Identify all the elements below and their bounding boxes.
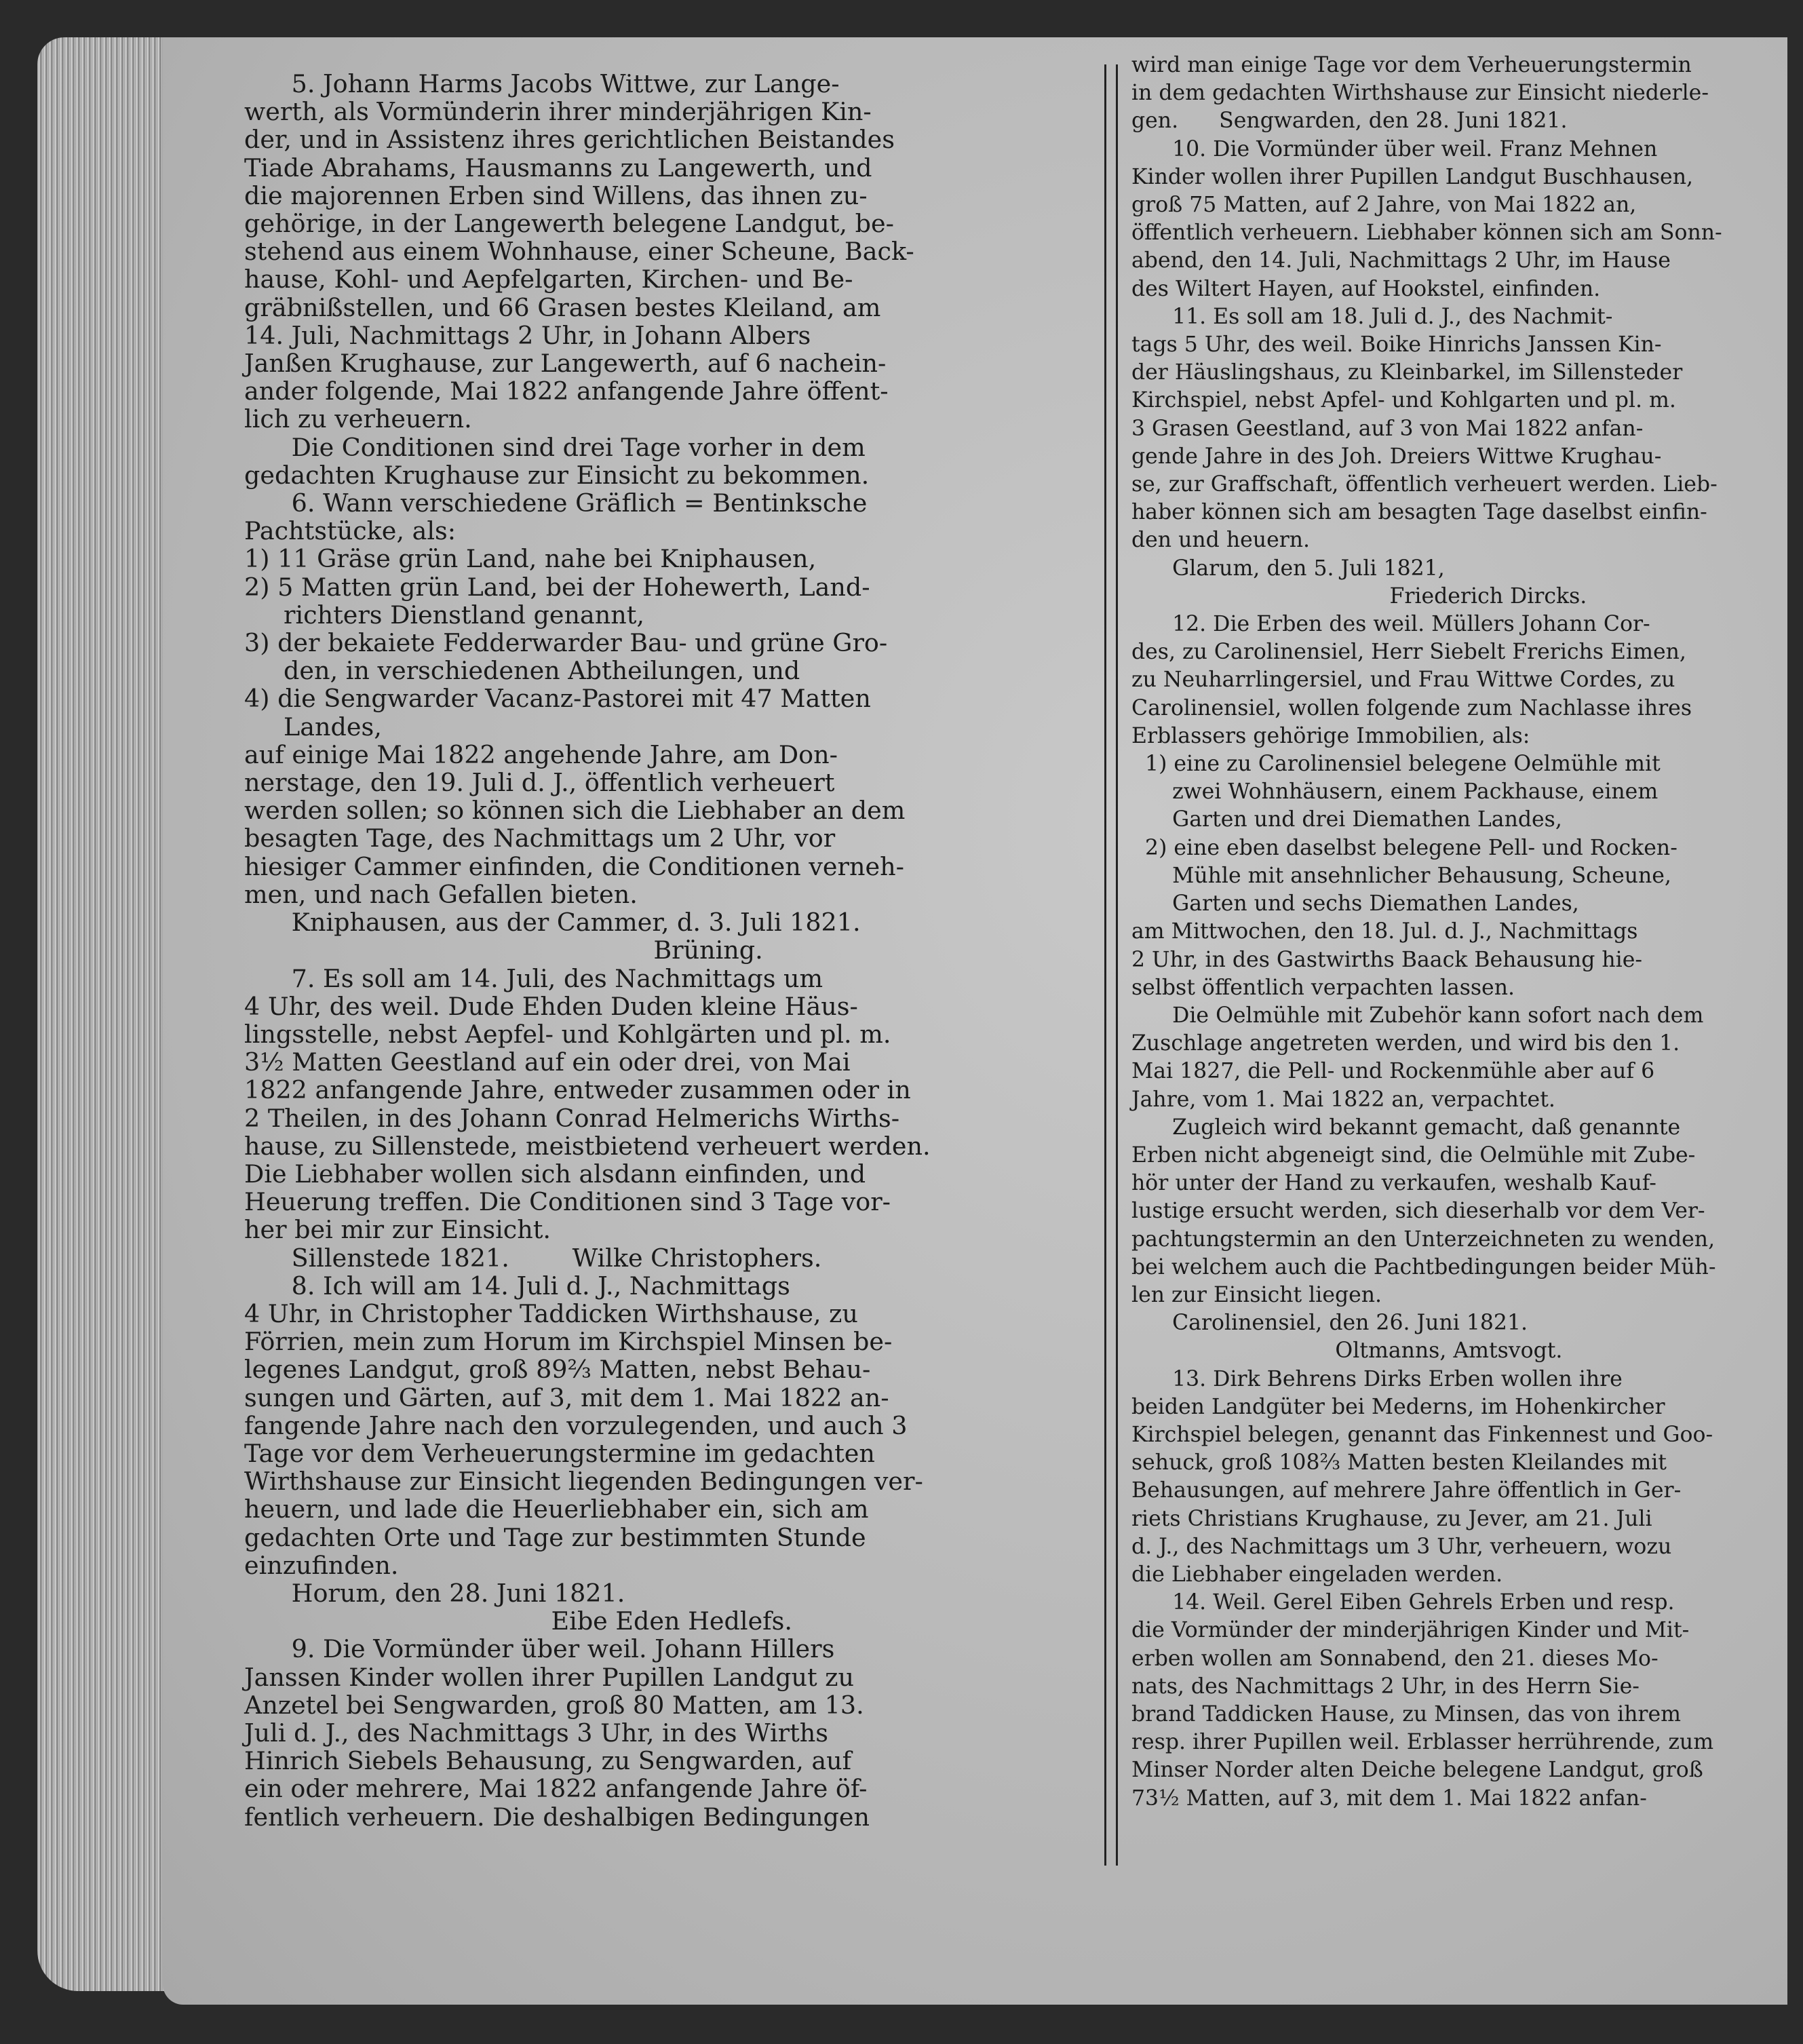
- page-stack-edges: [37, 37, 173, 1991]
- left-column-text: 5. Johann Harms Jacobs Wittwe, zur Lange- werth, als Vormünderin ihrer minderjährigen Kin- der, und in Assistenz ihres gerichtlichen Beistandes Tiade Abrahams, Hausmanns zu Langewerth, und die majorennen Erben sind Willens, das ihnen zu- gehörige, in der Langewerth belegene Landgut, be- stehend aus einem Wohnhause, einer Scheune, Back- hause, Kohl- und Aepfelgarten, Kirchen- und Be- gräbnißstellen, und 66 Grasen bestes Kleiland, am 14. Juli, Nachmittags 2 Uhr, in Johann Albers Janßen Krughause, zur Langewerth, auf 6 nachein- ander folgende, Mai 1822 anfangende Jahre öffent- lich zu verheuern. Die Conditionen sind drei Tage vorher in dem gedachten Krughause zur Einsicht zu bekommen. 6. Wann verschiedene Gräflich = Bentinksche Pachtstücke, als: 1) 11 Gräse grün Land, nahe bei Kniphausen, 2) 5 Matten grün Land, bei der Hohewerth, Land- richters Dienstland genannt, 3) der bekaiete Fedderwarder Bau- und grüne Gro- den, in verschiedenen Abtheilungen, und 4) die Sengwarder Vacanz-Pastorei mit 47 Matten Landes, auf einige Mai 1822 angehende Jahre, am Don- nerstage, den 19. Juli d. J., öffentlich verheuert werden sollen; so können sich die Liebhaber an dem besagten Tage, des Nachmittags um 2 Uhr, vor hiesiger Cammer einfinden, die Conditionen verneh- men, und nach Gefallen bieten. Kniphausen, aus der Cammer, d. 3. Juli 1821. Brüning. 7. Es soll am 14. Juli, des Nachmittags um 4 Uhr, des weil. Dude Ehden Duden kleine Häus- lingsstelle, nebst Aepfel- und Kohlgärten und pl. m. 3½ Matten Geestland auf ein oder drei, von Mai 1822 anfangende Jahre, entweder zusammen oder in 2 Theilen, in des Johann Conrad Helmerichs Wirths- hause, zu Sillenstede, meistbietend verheuert werden. Die Liebhaber wollen sich alsdann einfinden, und Heuerung treffen. Die Conditionen sind 3 Tage vor- her bei mir zur Einsicht. Sillenstede 1821. Wilke Christophers. 8. Ich will am 14. Juli d. J., Nachmittags 4 Uhr, in Christopher Taddicken Wirthshause, zu Förrien, mein zum Horum im Kirchspiel Minsen be- legenes Landgut, groß 89⅔ Matten, nebst Behau- sungen und Gärten, auf 3, mit dem 1. Mai 1822 an- fangende Jahre nach den vorzulegenden, und auch 3 Tage vor dem Verheuerungstermine im gedachten Wirthshause zur Einsicht liegenden Bedingungen ver- heuern, und lade die Heuerliebhaber ein, sich am gedachten Orte und Tage zur bestimmten Stunde einzufinden. Horum, den 28. Juni 1821. Eibe Eden Hedlefs. 9. Die Vormünder über weil. Johann Hillers Janssen Kinder wollen ihrer Pupillen Landgut zu Anzetel bei Sengwarden, groß 80 Matten, am 13. Juli d. J., des Nachmittags 3 Uhr, in des Wirths Hinrich Siebels Behausung, zu Sengwarden, auf ein oder mehrere, Mai 1822 anfangende Jahre öf- fentlich verheuern. Die deshalbigen Bedingungen: [244, 69, 931, 1832]
- column-divider: [1104, 64, 1118, 1866]
- right-column: [1131, 52, 1776, 1813]
- right-column-text: wird man einige Tage vor dem Verheuerungstermin in dem gedachten Wirthshause zur Einsicht niederle- gen. Sengwarden, den 28. Juni 1821. 10. Die Vormünder über weil. Franz Mehnen Kinder wollen ihrer Pupillen Landgut Buschhausen, groß 75 Matten, auf 2 Jahre, von Mai 1822 an, öffentlich verheuern. Liebhaber können sich am Sonn- abend, den 14. Juli, Nachmittags 2 Uhr, im Hause des Wiltert Hayen, auf Hookstel, einfinden. 11. Es soll am 18. Juli d. J., des Nachmit- tags 5 Uhr, des weil. Boike Hinrichs Janssen Kin- der Häuslingshaus, zu Kleinbarkel, im Sillensteder Kirchspiel, nebst Apfel- und Kohlgarten und pl. m. 3 Grasen Geestland, auf 3 von Mai 1822 anfan- gende Jahre in des Joh. Dreiers Wittwe Krughau- se, zur Graffschaft, öffentlich verheuert werden. Lieb- haber können sich am besagten Tage daselbst einfin- den und heuern. Glarum, den 5. Juli 1821, Friederich Dircks. 12. Die Erben des weil. Müllers Johann Cor- des, zu Carolinensiel, Herr Siebelt Frerichs Eimen, zu Neuharrlingersiel, und Frau Wittwe Cordes, zu Carolinensiel, wollen folgende zum Nachlasse ihres Erblassers gehörige Immobilien, als: 1) eine zu Carolinensiel belegene Oelmühle mit zwei Wohnhäusern, einem Packhause, einem Garten und drei Diemathen Landes, 2) eine eben daselbst belegene Pell- und Rocken- Mühle mit ansehnlicher Behausung, Scheune, Garten und sechs Diemathen Landes, am Mittwochen, den 18. Jul. d. J., Nachmittags 2 Uhr, in des Gastwirths Baack Behausung hie- selbst öffentlich verpachten lassen. Die Oelmühle mit Zubehör kann sofort nach dem Zuschlage angetreten werden, und wird bis den 1. Mai 1827, die Pell- und Rockenmühle aber auf 6 Jahre, vom 1. Mai 1822 an, verpachtet. Zugleich wird bekannt gemacht, daß genannte Erben nicht abgeneigt sind, die Oelmühle mit Zube- hör unter der Hand zu verkaufen, weshalb Kauf- lustige ersucht werden, sich dieserhalb vor dem Ver- pachtungstermin an den Unterzeichneten zu wenden, bei welchem auch die Pachtbedingungen beider Müh- len zur Einsicht liegen. Carolinensiel, den 26. Juni 1821. Oltmanns, Amtsvogt. 13. Dirk Behrens Dirks Erben wollen ihre beiden Landgüter bei Mederns, im Hohenkircher Kirchspiel belegen, genannt das Finkennest und Goo- sehuck, groß 108⅔ Matten besten Kleilandes mit Behausungen, auf mehrere Jahre öffentlich in Ger- riets Christians Krughause, zu Jever, am 21. Juli d. J., des Nachmittags um 3 Uhr, verheuern, wozu die Liebhaber eingeladen werden. 14. Weil. Gerel Eiben Gehrels Erben und resp. die Vormünder der minderjährigen Kinder und Mit- erben wollen am Sonnabend, den 21. dieses Mo- nats, des Nachmittags 2 Uhr, in des Herrn Sie- brand Taddicken Hause, zu Minsen, das von ihrem resp. ihrer Pupillen weil. Erblasser herrührende, zum Minser Norder alten Deiche belegene Landgut, groß 73½ Matten, auf 3, mit dem 1. Mai 1822 anfan-: [1131, 53, 1722, 1811]
- left-column: [244, 70, 1089, 1831]
